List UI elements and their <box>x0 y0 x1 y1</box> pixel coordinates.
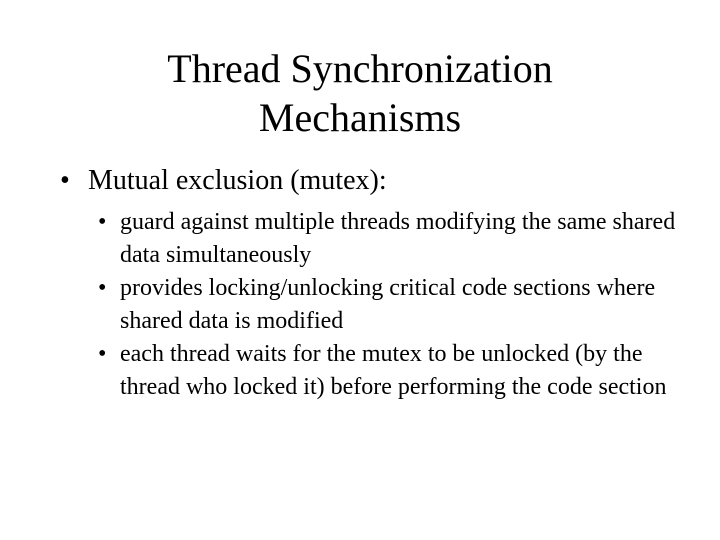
sub-bullet-item <box>98 206 688 272</box>
sub-bullet-text: each thread waits for the mutex to be unlocked (by the thread who locked it) before performing the code section <box>120 341 667 400</box>
sub-bullet-list <box>98 206 688 404</box>
slide-title <box>60 44 660 142</box>
slide-title-line-1: Thread Synchronization <box>167 46 553 91</box>
sub-bullet-text: guard against multiple threads modifying the same shared data simultaneously <box>120 209 676 268</box>
bullet-marker: • <box>60 165 70 196</box>
sub-bullet-marker: • <box>98 341 107 367</box>
slide-title-line-2: Mechanisms <box>258 95 462 140</box>
main-bullet-text: Mutual exclusion (mutex): <box>88 165 387 196</box>
sub-bullet-item <box>98 338 688 404</box>
sub-bullet-text: provides locking/unlocking critical code sections where shared data is modified <box>120 275 656 334</box>
sub-bullet-item <box>98 272 688 338</box>
sub-bullet-marker: • <box>98 209 107 235</box>
sub-bullet-marker: • <box>98 275 107 301</box>
